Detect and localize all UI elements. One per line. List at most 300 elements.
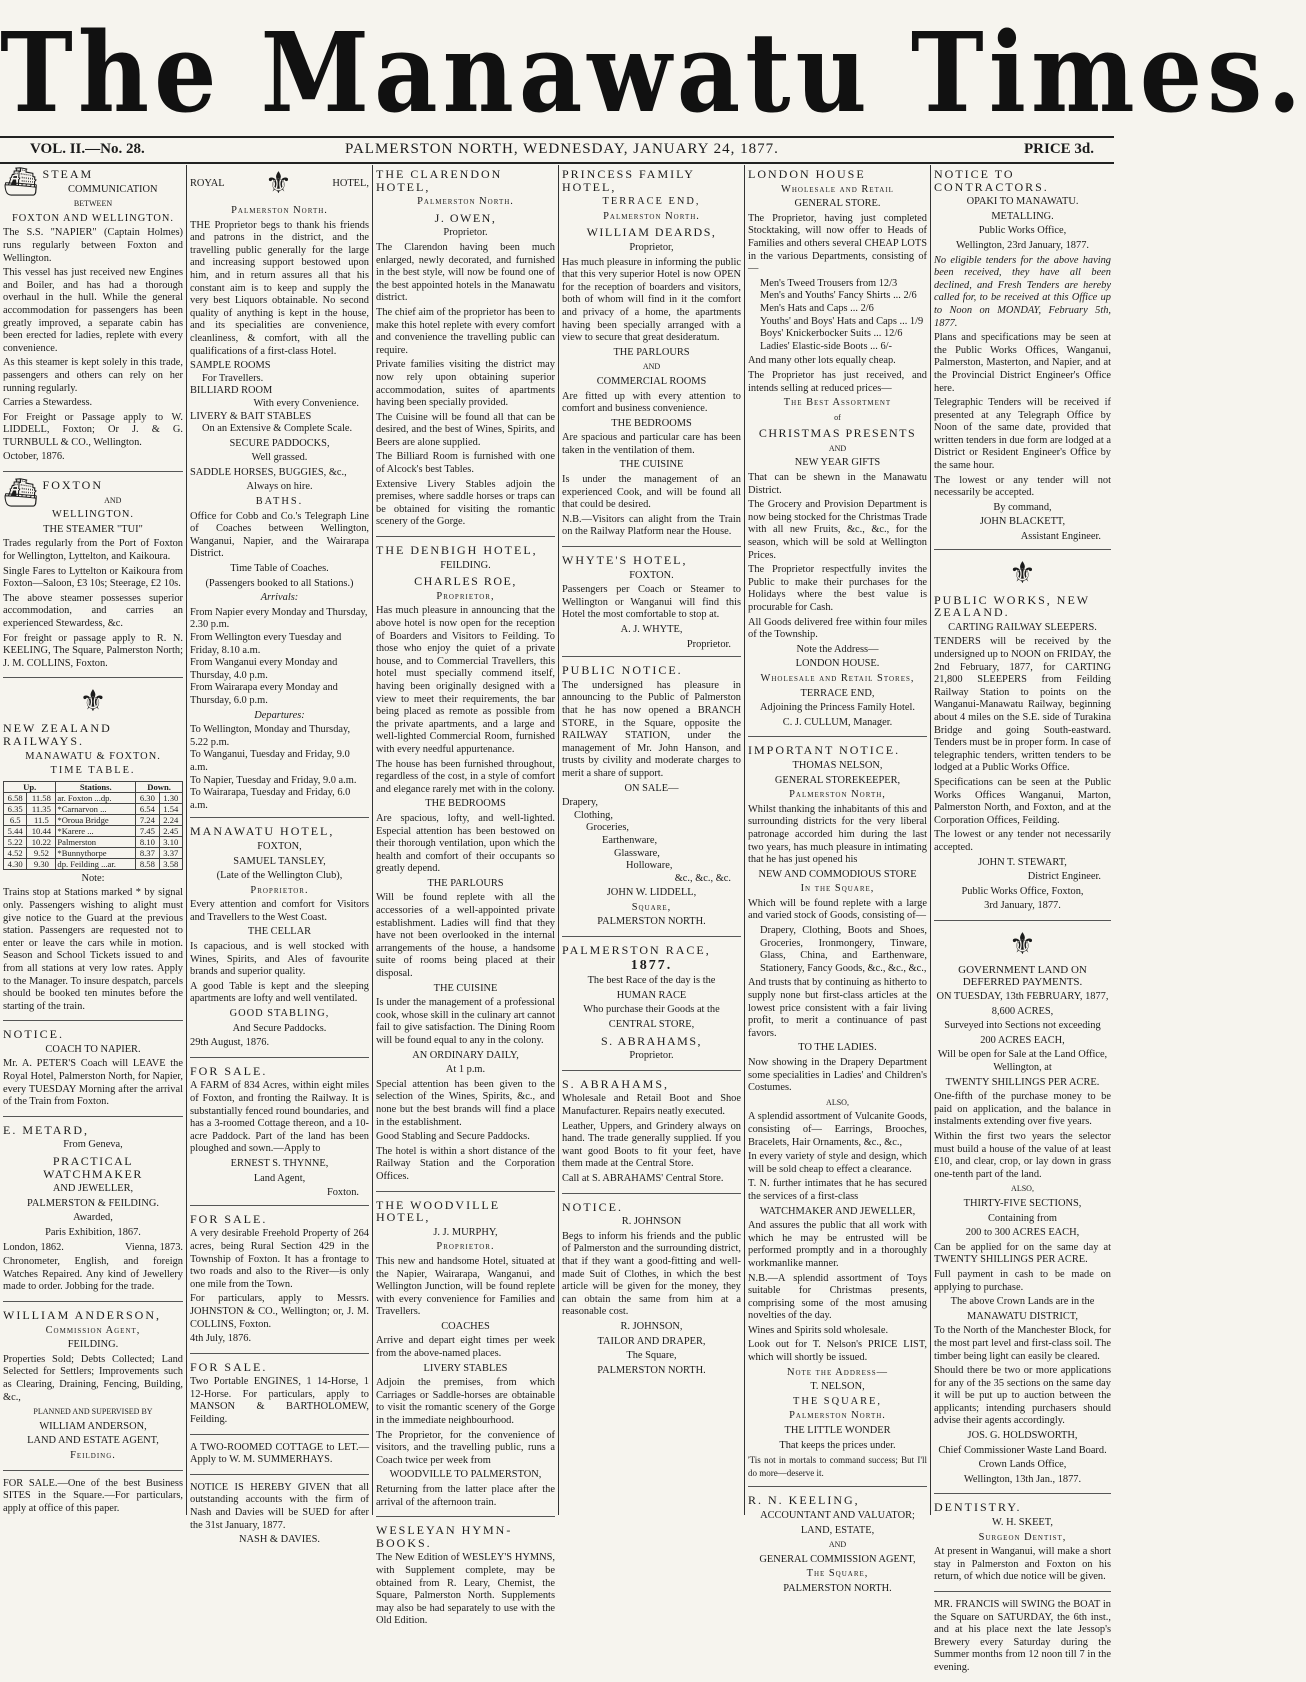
ad-subheading: MANAWATU DISTRICT, [967, 1310, 1078, 1322]
ad-text: Land Agent, [253, 1172, 306, 1184]
steamship-icon: ⛴ [3, 478, 39, 510]
ad-text: Assistant Engineer. [1020, 531, 1101, 543]
ad-text: Proprietor, [629, 241, 674, 253]
ad-paragraph: Arrive and depart eight times per week from the above-named places. [376, 1335, 555, 1360]
ad-paragraph: And trusts that by continuing as hitherto to supply none but first-class articles at the lowest price consistent with a fair living profit, to merit a continuance of past favors. [748, 977, 927, 1039]
ad-paragraph: FOR SALE.—One of the best Business SITES in the Square.—For particulars, apply at office of this paper. [3, 1477, 183, 1514]
ad-paragraph: Mr. A. PETER'S Coach will LEAVE the Royal Hotel, Palmerston North, for Napier, every TUESDAY Morning after the arrival of the Train from Foxton. [3, 1058, 183, 1108]
list-item: Holloware, [626, 860, 673, 872]
hymn-books-ad [376, 1524, 555, 1635]
manawatu-hotel-ad [190, 825, 369, 1058]
ad-subheading: HUMAN RACE [616, 989, 687, 1001]
ad-subheading: FOXTON, [257, 840, 302, 852]
table-row: 4.52 9.52 *Bunnythorpe 8.37 3.37 [4, 847, 183, 858]
ad-paragraph: Telegraphic Tenders will be received if presented at any Telegraph Office by Noon of the same date, provided that written tenders in due form are lodged at a District or Resident Engineer's Office by the same hour. [934, 397, 1111, 472]
ad-text: Wholesale and Retail Stores, [760, 672, 915, 684]
ad-heading: GOVERNMENT LAND ON DEFERRED PAYMENTS. [958, 963, 1087, 989]
ad-text: Foxton. [326, 1187, 359, 1199]
ad-paragraph: This vessel has just received new Engines and Boiler, and has had a thorough overhaul in the hull. While the general accommodation for passengers has been greatly improved, a separate cabin has been erected for ladies, replete with every convenience. [3, 267, 183, 354]
public-works-ad [934, 557, 1111, 921]
ad-heading: FOR SALE. [190, 1211, 268, 1226]
swing-boat-ad [934, 1599, 1111, 1682]
ad-text: ON TUESDAY, 13th FEBRUARY, 1877, [936, 991, 1109, 1003]
list-item: Glassware, [614, 847, 660, 859]
ad-text: 3rd January, 1877. [984, 900, 1061, 912]
list-item: Clothing, [574, 809, 613, 821]
ad-subheading: NEW AND COMMODIOUS STORE [758, 868, 917, 880]
steamship-icon: ⛴ [3, 167, 39, 198]
ad-text: Vienna, 1873. [125, 1241, 183, 1253]
ad-subheading: MANAWATU & FOXTON. [25, 750, 161, 762]
government-land-ad [934, 928, 1111, 1495]
ad-subheading: CARTING RAILWAY SLEEPERS. [948, 621, 1097, 633]
ad-paragraph: Can be applied for on the same day at TWENTY SHILLINGS PER ACRE. [934, 1241, 1111, 1266]
ad-paragraph: The house has been furnished throughout, regardless of the cost, in a style of comfort and elegance rarely met with in the colony. [376, 758, 555, 795]
ad-paragraph: T. N. further intimates that he has secured the services of a first-class [748, 1178, 927, 1202]
volume-number: VOL. II.—No. 28. [30, 141, 145, 157]
coat-of-arms-icon: ⚜ [79, 685, 107, 719]
coat-of-arms-icon: ⚜ [1009, 927, 1036, 961]
ad-subheading: THOMAS NELSON, [792, 759, 883, 771]
ad-signature: C. J. CULLUM, Manager. [782, 716, 893, 728]
coat-of-arms-icon: ⚜ [265, 167, 292, 200]
ad-text: ALSO, [826, 1097, 849, 1107]
ad-paragraph: The hotel is within a short distance of the Railway Station and the Corporation Offices. [376, 1145, 555, 1182]
ad-heading: WESLEYAN HYMN-BOOKS. [376, 1523, 513, 1550]
ad-paragraph: Are spacious and particular care has been taken in the ventilation of them. [562, 432, 741, 456]
ad-subheading: THE BEDROOMS [425, 798, 506, 810]
ad-subheading: J. J. MURPHY, [433, 1226, 498, 1238]
clarendon-hotel-ad [376, 168, 555, 537]
ad-date: 29th August, 1876. [190, 1037, 270, 1049]
railway-timetable [3, 781, 183, 870]
ad-paragraph: MR. FRANCIS will SWING the BOAT in the Square on SATURDAY, the 6th inst., and at his place next the late Jessop's Brewery every Saturday during the Summer months from 12 noon till 7 in the evening. [934, 1599, 1111, 1673]
ad-subheading: OPAKI TO MANAWATU. [966, 196, 1079, 208]
ad-paragraph: The Proprietor has just received, and intends selling at reduced prices— [748, 369, 927, 394]
ad-subheading: J. OWEN, [434, 210, 497, 225]
ad-heading: IMPORTANT NOTICE. [748, 743, 901, 758]
ad-paragraph: Will be found replete with all the accessories of a well-appointed private establishment. Ladies will find that they have not been overlooked in the internal arrangements of the house, a handsome suite of rooms being placed at their disposal. [376, 892, 555, 980]
ad-subheading: THIRTY-FIVE SECTIONS, [963, 1197, 1082, 1209]
ad-subheading: THE CUISINE [619, 459, 684, 471]
ad-text: THE SQUARE, [793, 1395, 882, 1407]
ad-text: Paris Exhibition, 1867. [45, 1227, 141, 1238]
ad-text: PALMERSTON NORTH. [597, 916, 706, 928]
list-item: Drapery, [562, 797, 598, 809]
princess-hotel-ad [562, 168, 741, 547]
ad-route: WELLINGTON. [51, 509, 135, 521]
ad-paragraph: Leather, Uppers, and Grindery always on hand. The trade generally supplied. If you want good Boots to fit your feet, have them made at the Central Store. [562, 1120, 741, 1170]
ad-paragraph: And many other lots equally cheap. [748, 355, 896, 367]
ad-heading: HOTEL, [332, 177, 369, 189]
ad-subheading: LONDON HOUSE. [795, 658, 880, 670]
ad-subheading: Palmerston North. [417, 196, 514, 208]
ad-signature: JOS. G. HOLDSWORTH, [967, 1430, 1078, 1442]
ad-text: LAND AND ESTATE AGENT, [27, 1435, 159, 1447]
dateline [0, 136, 1114, 164]
ad-text: TERRACE END, [800, 687, 875, 699]
ad-paragraph: The Clarendon having been much enlarged, newly decorated, and furnished in the best style, will now be found one of the best appointed hotels in the Manawatu district. [376, 241, 555, 304]
ad-subheading: R. JOHNSON [621, 1216, 682, 1228]
ad-heading-row [190, 165, 369, 203]
ad-text: Chief Commissioner Waste Land Board. [938, 1444, 1107, 1456]
ad-subheading: TO THE LADIES. [798, 1042, 877, 1054]
ad-heading: FOXTON [42, 478, 103, 493]
ad-text: Proprietor. [443, 227, 488, 239]
ad-paragraph: Private families visiting the district may now rely upon obtaining superior accommodation, suites of apartments having been specially provided. [376, 359, 555, 409]
ad-text: The best Race of the day is the [587, 975, 716, 987]
ad-text: A. J. WHYTE, [620, 624, 683, 635]
ad-subheading: SAMUEL TANSLEY, [233, 855, 326, 867]
ad-signature: NASH & DAVIES. [239, 1534, 320, 1546]
ad-paragraph: Adjoin the premises, from which Carriages or Saddle-horses are obtainable to visit the romantic scenery of the Gorge in the immediate neighbourhood. [376, 1377, 555, 1427]
ad-date: October, 1876. [3, 451, 65, 463]
ad-paragraph: Two Portable ENGINES, 1 14-Horse, 1 12-Horse. For particulars, apply to MANSON & BARTHOLOMEW, Feilding. [190, 1376, 369, 1426]
ad-paragraph: This new and handsome Hotel, situated at the Napier, Wairarapa, Wanganui, and Wellington Junction, will be found replete with every convenience for Families and Travellers. [376, 1255, 555, 1318]
ad-paragraph: And assures the public that all work with which he may be entrusted will be performed promptly and in a thoroughly workmanlike manner. [748, 1220, 927, 1269]
ad-text: Awarded, [73, 1212, 113, 1224]
ad-subheading: PALMERSTON & FEILDING. [27, 1197, 159, 1209]
ad-text: The Square, [626, 1350, 677, 1362]
ad-paragraph: Are spacious, lofty, and well-lighted. Especial attention has been bestowed on their thorough ventilation, upon which the health and comfort of their occupants so greatly depend. [376, 812, 555, 875]
ad-text: R. JOHNSON, [620, 1320, 683, 1332]
list-item: Men's Tweed Trousers from 12/3 [760, 277, 898, 289]
ad-subheading: Arrivals: [260, 592, 299, 604]
ad-subheading: 8,600 ACRES, [991, 1005, 1054, 1017]
ad-heading: NOTICE TO CONTRACTORS. [934, 167, 1049, 194]
woodville-hotel-ad [376, 1199, 555, 1518]
ad-subheading: Palmerston North. [603, 210, 700, 222]
ad-heading: PALMERSTON RACE, [562, 943, 711, 958]
ad-subheading: 1877. [630, 957, 673, 973]
issue-date: PALMERSTON NORTH, WEDNESDAY, JANUARY 24, 1877. [345, 141, 779, 157]
ad-paragraph: Within the first two years the selector must build a house of the value of at least £10, and clear, crop, or lay down in grass one-tenth part of the land. [934, 1131, 1111, 1180]
ad-subheading: TIME TABLE. [50, 765, 136, 777]
ad-subheading: ACCOUNTANT AND VALUATOR; [760, 1510, 915, 1521]
ad-text: (Passengers booked to all Stations.) [205, 577, 354, 589]
timetable-header: Down. [136, 781, 183, 792]
ad-heading: FOR SALE. [190, 1063, 268, 1078]
ad-paragraph: N.B.—A splendid assortment of Toys suitable for Christmas presents, comprising some of the most amusing novelties of the day. [748, 1272, 927, 1322]
table-row: 4.30 9.30 dp. Feilding ...ar. 8.58 3.58 [4, 858, 183, 869]
table-row: 5.44 10.44 *Karere ... 7.45 2.45 [4, 825, 183, 836]
railways-ad [3, 685, 183, 1021]
ad-paragraph: Office for Cobb and Co.'s Telegraph Line of Coaches between Wellington, Wanganui, Napier, and the Wairarapa District. [190, 510, 369, 560]
ad-text: Proprietor. [686, 638, 731, 650]
ad-paragraph: For freight or passage apply to R. N. KEELING, The Square, Palmerston North; J. M. COLLINS, Foxton. [3, 632, 183, 669]
ad-text: ALSO, [1011, 1184, 1034, 1194]
ad-subheading: AN ORDINARY DAILY, [412, 1049, 519, 1061]
ad-paragraph: At present in Wanganui, will make a short stay in Palmerston and Foxton on his return, of which due notice will be given. [934, 1546, 1111, 1583]
ad-text: The above Crown Lands are in the [950, 1296, 1095, 1308]
ad-text: For Travellers. [202, 372, 264, 384]
ad-text: Surveyed into Sections not exceeding [944, 1020, 1101, 1032]
ad-signature: JOHN BLACKETT, [979, 516, 1066, 528]
list-item: Groceries, [586, 822, 629, 834]
metard-ad [3, 1124, 183, 1302]
ad-subheading: THE CELLAR [247, 926, 312, 938]
ad-paragraph: The Cuisine will be found all that can be desired, and the best of Wines, Spirits, and Beers are alone supplied. [376, 411, 555, 448]
ad-text: AND [104, 495, 122, 505]
ad-subheading: TWENTY SHILLINGS PER ACRE. [945, 1076, 1100, 1088]
ad-heading: FOR SALE. [190, 1359, 268, 1374]
ad-paragraph: Drapery, Clothing, Boots and Shoes, Groceries, Ironmongery, Tinware, Glass, China, and Earthenware, Stationery, Fancy Goods, &c., &c., &c., [760, 925, 927, 974]
ad-text: PALMERSTON NORTH. [597, 1364, 706, 1376]
ad-subheading: THE LITTLE WONDER [784, 1425, 891, 1437]
ad-text: BILLIARD ROOM [190, 385, 273, 397]
freehold-for-sale-ad [190, 1213, 369, 1354]
palmerston-race-ad [562, 944, 741, 1071]
business-site-ad [3, 1478, 183, 1523]
ad-paragraph: Special attention has been given to the selection of the Wines, Spirits, &c., and none but the best brands will find a place in the establishment. [376, 1078, 555, 1128]
ad-paragraph: Look out for T. Nelson's PRICE LIST, which will shortly be issued. [748, 1339, 927, 1364]
ad-text: BETWEEN [73, 199, 113, 209]
ad-subheading: 200 to 300 ACRES EACH, [965, 1227, 1080, 1239]
ad-subheading: FOXTON. [629, 569, 674, 581]
ad-heading: DENTISTRY. [934, 1500, 1022, 1515]
ad-subheading: Departures: [254, 709, 305, 721]
ad-subheading: WILLIAM DEARDS, [586, 225, 717, 240]
ad-paragraph: The chief aim of the proprietor has been to make this hotel replete with every comfort and convenience the travelling public can require. [376, 306, 555, 356]
ad-paragraph: No eligible tenders for the above having been received, they have all been declined, and Fresh Tenders are hereby called for, to be received at this Office up to Noon on MONDAY, February 5th, 1877. [934, 254, 1111, 329]
ad-paragraph: A TWO-ROOMED COTTAGE to LET.—Apply to W. M. SUMMERHAYS. [190, 1441, 369, 1466]
ad-text: In the Square, [800, 883, 875, 895]
ad-heading: THE WOODVILLE HOTEL, [376, 1197, 501, 1225]
contractors-notice-ad [934, 168, 1111, 550]
ad-text: SAMPLE ROOMS [190, 360, 271, 372]
list-item: Men's and Youths' Fancy Shirts ... 2/6 [760, 290, 917, 302]
ad-heading: NEW ZEALAND RAILWAYS. [3, 721, 112, 748]
column-4 [558, 165, 744, 1515]
ad-paragraph: Call at S. ABRAHAMS' Central Store. [562, 1172, 724, 1184]
engines-for-sale-ad [190, 1361, 369, 1435]
ad-subheading: CENTRAL STORE, [608, 1019, 695, 1031]
ad-paragraph: Is under the management of a professional cook, whose skill in the culinary art cannot fail to give satisfaction. The Dining Room will be found equal to any in the colony. [376, 997, 555, 1046]
ad-paragraph: Whilst thanking the inhabitants of this and surrounding districts for the very liberal patronage accorded him during the last two years, has much pleasure in intimating that he has just opened his [748, 803, 927, 866]
ad-paragraph: The S.S. "NAPIER" (Captain Holmes) runs regularly between Foxton and Wellington. [3, 227, 183, 264]
ad-paragraph: Single Fares to Lyttelton or Kaikoura from Foxton—Saloon, £3 10s; Steerage, £2 10s. [3, 565, 183, 590]
ad-subheading: THE BEDROOMS [611, 417, 692, 429]
timetable-header: Up. [4, 781, 56, 792]
foxton-wellington-ad [3, 479, 183, 678]
ad-subheading: ON SALE— [624, 782, 679, 794]
ad-heading: ROYAL [190, 177, 225, 189]
ad-paragraph: Should there be two or more applications for any of the 35 sections on the same day it will be put up to auction between the applicants; intending purchasers should advise their agents accordingly. [934, 1365, 1111, 1427]
table-row: 6.35 11.35 *Carnarvon ... 6.54 1.54 [4, 803, 183, 814]
ad-paragraph: A good Table is kept and the sleeping apartments are lofty and well ventilated. [190, 980, 369, 1005]
ad-paragraph: For Freight or Passage apply to W. LIDDELL, Foxton; Or J. & G. TURNBULL & CO., Wellington. [3, 411, 183, 448]
ad-date: 4th July, 1876. [190, 1333, 252, 1345]
list-item: From Wellington every Tuesday and Friday, 8.10 a.m. [190, 632, 342, 656]
ad-subheading: CHRISTMAS PRESENTS [758, 426, 917, 441]
keeling-ad [748, 1494, 927, 1602]
table-row: 6.5 11.5 *Oroua Bridge 7.24 2.24 [4, 814, 183, 825]
list-item: To Wairarapa, Tuesday and Friday, 6.0 a.m. [190, 787, 351, 811]
ad-text: And Secure Paddocks. [232, 1022, 327, 1034]
ad-paragraph: The Grocery and Provision Department is now being stocked for the Christmas Trade with all new Fruits, &c., &c., for the season, which will be sold at Wellington Prices. [748, 499, 927, 561]
list-item: &c., &c., &c. [674, 872, 731, 884]
list-item: Ladies' Elastic-side Boots ... 6/- [760, 340, 893, 352]
ad-text: JOHN W. LIDDELL, [606, 887, 697, 899]
coach-notice-ad [3, 1028, 183, 1117]
list-item: To Wanganui, Tuesday and Friday, 9.0 a.m. [190, 749, 350, 773]
list-item: To Wellington, Monday and Thursday, 5.22 p.m. [190, 724, 351, 748]
ad-heading: WILLIAM ANDERSON, [3, 1307, 161, 1322]
ad-text: By command, [993, 501, 1052, 513]
column-2 [186, 165, 372, 1546]
ad-text: PALMERSTON NORTH. [783, 1582, 892, 1594]
ad-text: SADDLE HORSES, BUGGIES, &c., [190, 466, 347, 478]
ad-paragraph: Wholesale and Retail Boot and Shoe Manufacturer. Repairs neatly executed. [562, 1093, 741, 1117]
ad-text: SECURE PADDOCKS, [229, 437, 330, 449]
ad-paragraph: A very desirable Freehold Property of 264 acres, being Rural Section 429 in the Township of Foxton. It has a frontage to two roads and also to the River—is only one mile from the Town. [190, 1228, 369, 1290]
johnson-tailor-ad [562, 1201, 741, 1385]
ad-paragraph: Trades regularly from the Port of Foxton for Wellington, Lyttelton, and Kaikoura. [3, 538, 183, 563]
ad-text: Proprietor, [436, 590, 495, 602]
list-item: Men's Hats and Caps ... 2/6 [760, 302, 874, 314]
ad-text: AND [828, 443, 847, 453]
ad-signature: JOHN T. STEWART, [978, 856, 1067, 868]
list-item: From Wanganui every Monday and Thursday, 4.0 p.m. [190, 657, 338, 681]
ad-text: Public Works Office, Foxton, [961, 885, 1084, 897]
ad-paragraph: NOTICE IS HEREBY GIVEN that all outstanding accounts with the firm of Nash and Davies will be SUED for after the 31st January, 1877. [190, 1481, 369, 1531]
ad-subheading: METALLING. [991, 210, 1054, 222]
denbigh-hotel-ad [376, 544, 555, 1192]
public-notice-ad [562, 664, 741, 937]
ad-heading: PRINCESS FAMILY HOTEL, [562, 167, 695, 194]
ad-paragraph: That can be shewn in the Manawatu District. [748, 472, 927, 496]
column-5 [744, 165, 930, 1594]
ad-heading: PUBLIC NOTICE. [562, 663, 683, 678]
ad-paragraph: Returning from the latter place after the arrival of the afternoon train. [376, 1484, 555, 1508]
ad-paragraph: For particulars, apply to Messrs. JOHNSTON & CO., Wellington; or, J. M. COLLINS, Foxton. [190, 1293, 369, 1330]
ad-paragraph: Properties Sold; Debts Collected; Land Selected for Settlers; Improvements such as Clearing, Draining, Fencing, Building, &c., [3, 1353, 183, 1403]
ad-text: TAILOR AND DRAPER, [597, 1335, 706, 1347]
ad-paragraph: Are fitted up with every attention to comfort and business convenience. [562, 390, 741, 415]
ad-paragraph: Full payment in cash to be made on applying to purchase. [934, 1268, 1111, 1293]
ad-subheading: COMMERCIAL ROOMS [596, 375, 707, 387]
ad-subheading: THE PARLOURS [613, 346, 690, 358]
ad-paragraph: THE Proprietor begs to thank his friends and patrons in the district, and the travelling public generally for the large and increasing support bestowed upon him, and in return assures all that his constant aim is to keep and supply the very best Liquors obtainable. No second quality of anything is kept in the house, and its specialities are convenience, cleanliness, & comfort, with all the qualifications of a first-class Hotel. [190, 219, 369, 357]
ad-subheading: COACH TO NAPIER. [45, 1043, 141, 1055]
ad-text: On an Extensive & Complete Scale. [202, 423, 353, 435]
ad-paragraph: Chronometer, English, and foreign Watches Repaired. Any kind of Jewellery made to order. Jobbing for the trade. [3, 1256, 183, 1293]
ad-paragraph: One-fifth of the purchase money to be paid on application, and the balance in instalments extending over five years. [934, 1091, 1111, 1128]
ad-subheading: PRACTICAL WATCHMAKER [43, 1154, 143, 1181]
ad-subheading: Commission Agent, [45, 1324, 141, 1336]
ad-subheading: THE CUISINE [433, 982, 498, 994]
ad-subheading: Palmerston North. [231, 205, 328, 216]
ad-text: Proprietor. [250, 884, 309, 896]
ad-paragraph: The undersigned has pleasure in announcing to the Public of Palmerston that he has now opened a BRANCH STORE, in the Square, opposite the RAILWAY STATION, under the management of Mr. John Hanson, and trusts by civility and moderate charges to merit a share of support. [562, 679, 741, 779]
ad-quote: 'Tis not in mortals to command success; But I'll do more—deserve it. [748, 1455, 927, 1478]
ad-text: That keeps the prices under. [779, 1439, 896, 1451]
ad-text: Feilding. [70, 1449, 116, 1461]
ad-heading: E. METARD, [3, 1122, 90, 1137]
nash-davies-notice [190, 1482, 369, 1554]
ad-paragraph: The lowest or any tender will not necessarily be accepted. [934, 474, 1111, 499]
ad-text: T. NELSON, [810, 1381, 865, 1393]
ad-paragraph: The Billiard Room is furnished with one of Alcock's best Tables. [376, 451, 555, 476]
ad-paragraph: The New Edition of WESLEY'S HYMNS, with Supplement complete, may be obtained from R. Leary, Chemist, the Square, Palmerston North. Supplements may also be had separately to use with the Old Edition. [376, 1552, 555, 1627]
ad-subheading: GENERAL COMMISSION AGENT, [759, 1553, 916, 1565]
ad-text: Who purchase their Goods at the [583, 1004, 720, 1016]
ad-text: Surgeon Dentist, [978, 1531, 1067, 1543]
ad-text: AND [642, 362, 661, 372]
ad-paragraph: The Proprietor, for the convenience of visitors, and the travelling public, runs a Coach twice per week from [376, 1429, 555, 1466]
ad-heading: THE DENBIGH HOTEL, [376, 543, 538, 558]
column-1 [0, 165, 186, 1515]
abrahams-boot-ad [562, 1078, 741, 1194]
award-line [3, 1242, 183, 1255]
newspaper-title: The Manawatu Times. [0, 8, 1306, 138]
ad-subheading: LIVERY STABLES [423, 1362, 508, 1374]
ad-paragraph: Good Stabling and Secure Paddocks. [376, 1131, 530, 1143]
ad-paragraph: Has much pleasure in announcing that the above hotel is now open for the reception of Boarders and Visitors to Feilding. To those who enjoy the quiet of a private house, and to Commercial Travellers, this hotel must specially commend itself, having been originally designed with a view to meet their requirements, the bar being placed as remote as possible from the private apartments, and a large and well-lighted Commercial Room, furnished with every needful appurtenance. [376, 605, 555, 755]
steam-communication-ad [3, 168, 183, 472]
ad-paragraph: Plans and specifications may be seen at the Public Works Offices, Wanganui, Palmerston, Masterton, and Napier, and at the Provincial District Engineer's Office here. [934, 332, 1111, 394]
london-house-ad [748, 168, 927, 737]
timetable-header: Stations. [56, 781, 136, 792]
ad-text: Public Works Office, [978, 225, 1067, 237]
masthead [0, 0, 1306, 138]
list-item: Boys' Knickerbocker Suits ... 12/6 [760, 328, 903, 340]
ad-text: WILLIAM ANDERSON, [39, 1420, 147, 1432]
ad-paragraph: To the North of the Manchester Block, for the most part level and first-class soil. The timber being light can easily be cleared. [934, 1325, 1111, 1362]
ad-text: Note the Address— [786, 1366, 889, 1378]
ad-text: Square, [631, 901, 672, 913]
ad-text: Will be open for Sale at the Land Office, Wellington, at [937, 1049, 1108, 1074]
ad-paragraph: In every variety of style and design, which will be sold cheap to effect a clearance. [748, 1151, 927, 1175]
list-item: Earthenware, [602, 834, 658, 846]
ad-text: London, 1862. [3, 1241, 64, 1253]
ad-subheading: WOODVILLE TO PALMERSTON, [389, 1469, 542, 1481]
ad-subheading: W. H. SKEET, [992, 1517, 1053, 1529]
ad-text: Palmerston North. [789, 1410, 886, 1422]
ad-paragraph: Trains stop at Stations marked * by signal only. Passengers wishing to alight must give notice to the Guard at the previous station. Passengers are requested not to enter or leave the cars while in motion. Season and School Tickets issued to and from all stations at very low rates. Apply to the Manager. To insure despatch, parcels should be booked ten minutes before the starting of the train. [3, 887, 183, 1012]
column-3 [372, 165, 558, 1627]
ad-subheading: TERRACE END, [602, 196, 701, 208]
ad-subheading: GOOD STABLING, [229, 1008, 330, 1020]
ad-text: ERNEST S. THYNNE, [230, 1157, 329, 1169]
cottage-to-let-ad [190, 1442, 369, 1475]
ad-subheading: COMMUNICATION [68, 183, 158, 195]
ad-text: Proprietor. [629, 1050, 674, 1062]
ad-paragraph: Has much pleasure in informing the public that this very superior Hotel is now OPEN for the reception of boarders and visitors, both of whom will find in it the comfort and privacy of a home, the apartments having been specially arranged with a view to secure that great desideratum. [562, 256, 741, 344]
ad-heading: THE CLARENDON HOTEL, [376, 167, 503, 194]
list-item: Youths' and Boys' Hats and Caps ... 1/9 [760, 315, 924, 327]
ad-text: Wellington, 23rd January, 1877. [956, 239, 1089, 251]
ad-text: Note the Address— [796, 643, 879, 655]
ad-subheading: GENERAL STORE. [794, 198, 881, 210]
ad-text: With every Convenience. [253, 397, 359, 409]
ad-subheading: FEILDING. [67, 1339, 119, 1351]
ad-heading: NOTICE. [562, 1199, 623, 1214]
table-row: 6.58 11.58 ar. Foxton ...dp. 6.30 1.30 [4, 792, 183, 803]
ad-subheading: FEILDING. [440, 559, 491, 571]
ad-text: Always on hire. [246, 481, 313, 493]
ad-paragraph: All Goods delivered free within four miles of the Township. [748, 616, 927, 641]
ad-paragraph: The Proprietor respectfully invites the Public to make their purchases for the Holidays where the best value is procurable for Cash. [748, 564, 927, 613]
ad-subheading: GENERAL STOREKEEPER, [774, 774, 901, 786]
ad-subheading: Note: [81, 872, 105, 884]
ad-paragraph: Carries a Stewardess. [3, 397, 93, 409]
ad-paragraph: Which will be found replete with a large and varied stock of Goods, consisting of— [748, 897, 927, 922]
ad-heading: STEAM [42, 167, 94, 181]
ad-paragraph: As this steamer is kept solely in this trade, passengers and others can rely on her running regularly. [3, 357, 183, 394]
ad-paragraph: Now showing in the Drapery Department some specialities in Ladies' and Children's Costumes. [748, 1057, 927, 1094]
ad-text: PLANNED AND SUPERVISED BY [33, 1407, 153, 1417]
